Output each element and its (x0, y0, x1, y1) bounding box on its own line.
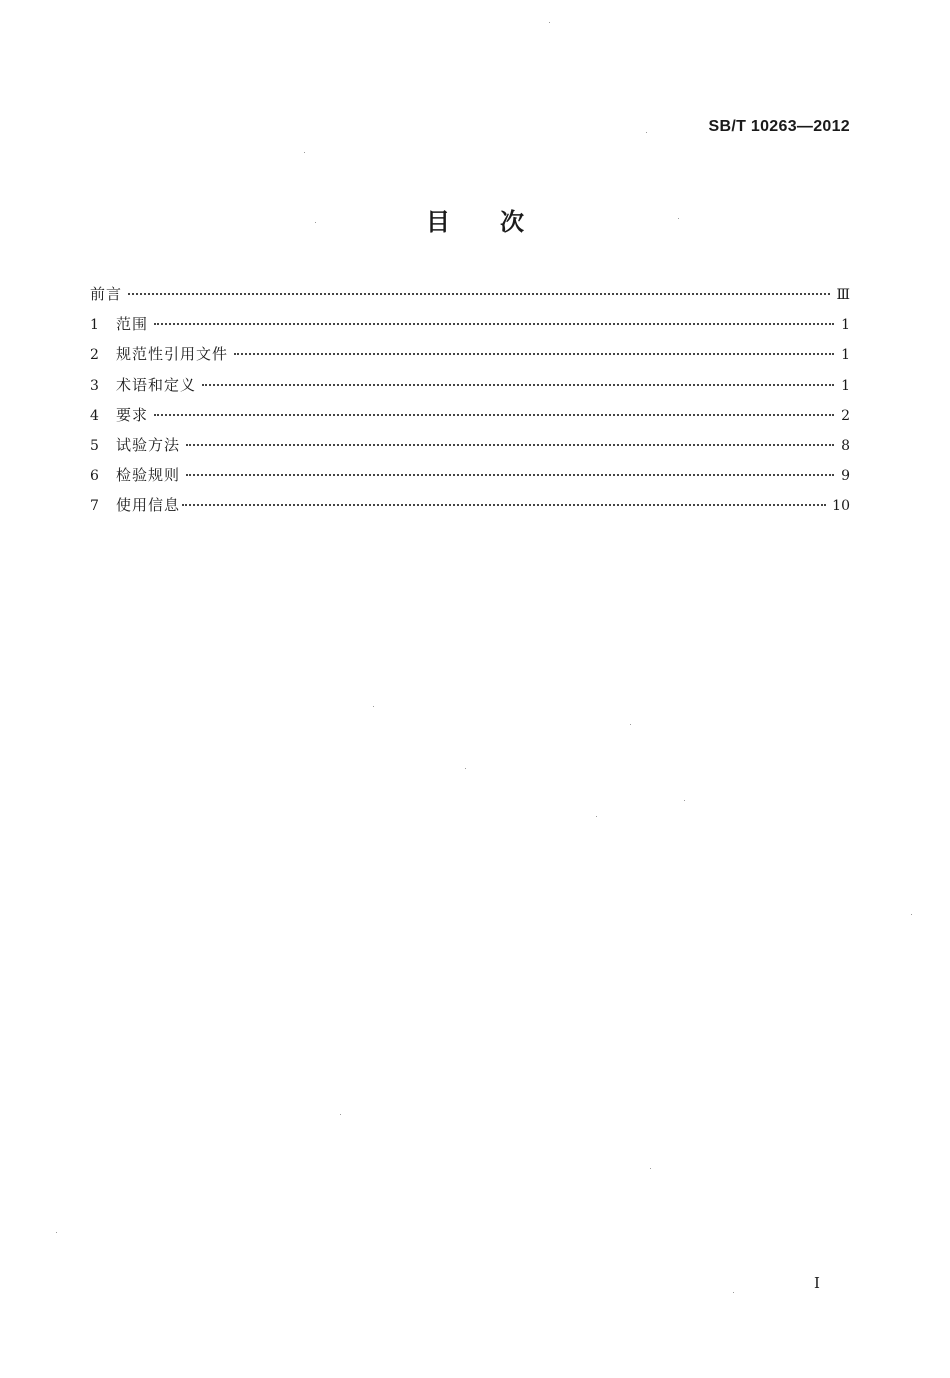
scan-speck (646, 132, 647, 133)
toc-entry-inspection-rules[interactable] (90, 465, 850, 495)
scan-speck (650, 1168, 651, 1169)
footer-page-number: I (814, 1274, 820, 1292)
toc-entry-page: 1 (841, 317, 850, 334)
toc-entry-text: 术语和定义 (116, 375, 197, 394)
dot-leader (154, 323, 834, 325)
toc-entry-page: 9 (841, 468, 850, 485)
scan-speck (684, 800, 685, 801)
toc-entry-normative-references[interactable] (90, 344, 850, 374)
scan-speck (465, 768, 466, 769)
toc-entry-requirements[interactable] (90, 405, 850, 435)
toc-entry-number: 3 (90, 377, 99, 394)
scan-speck (630, 724, 631, 725)
toc-entry-number: 7 (90, 498, 99, 515)
page-title: 目次 (426, 208, 574, 236)
scan-speck (373, 706, 374, 707)
toc-entry-number: 2 (90, 347, 99, 364)
scan-speck (549, 22, 550, 23)
toc-entry-number: 4 (90, 407, 99, 424)
dot-leader (186, 474, 834, 476)
toc-entry-number: 6 (90, 468, 99, 485)
toc-entry-foreword[interactable] (90, 284, 850, 314)
dot-leader (186, 444, 834, 446)
toc-entry-test-methods[interactable] (90, 435, 850, 465)
toc-entry-scope[interactable] (90, 314, 850, 344)
toc-entry-number: 5 (90, 437, 99, 454)
dot-leader (182, 504, 826, 506)
toc-entry-number: 1 (90, 317, 99, 334)
scan-speck (340, 1114, 341, 1115)
toc-entry-usage-information[interactable] (90, 495, 850, 525)
standard-code: SB/T 10263—2012 (708, 118, 850, 135)
scan-speck (56, 1232, 57, 1233)
scan-speck (911, 914, 912, 915)
toc-entry-page: Ⅲ (836, 287, 850, 303)
toc-entry-page: 1 (841, 347, 850, 364)
toc-entry-page: 10 (832, 498, 850, 515)
toc-entry-page: 2 (841, 407, 850, 424)
toc-entry-text: 前言 (90, 285, 123, 303)
toc-entry-text: 试验方法 (116, 435, 181, 454)
scan-speck (304, 152, 305, 153)
dot-leader (202, 384, 834, 386)
toc-entry-text: 使用信息 (116, 496, 181, 515)
toc-entry-text: 检验规则 (116, 466, 181, 485)
dot-leader (154, 414, 834, 416)
dot-leader (128, 293, 830, 295)
scan-speck (596, 816, 597, 817)
scan-speck (315, 222, 316, 223)
table-of-contents (90, 284, 850, 526)
toc-entry-page: 1 (841, 377, 850, 394)
toc-entry-text: 规范性引用文件 (116, 345, 229, 364)
toc-entry-text: 要求 (116, 405, 149, 424)
scan-speck (678, 218, 679, 219)
dot-leader (234, 353, 834, 355)
toc-entry-terms-definitions[interactable] (90, 375, 850, 405)
scan-speck (733, 1292, 734, 1293)
toc-entry-page: 8 (841, 437, 850, 454)
toc-entry-text: 范围 (116, 315, 149, 334)
